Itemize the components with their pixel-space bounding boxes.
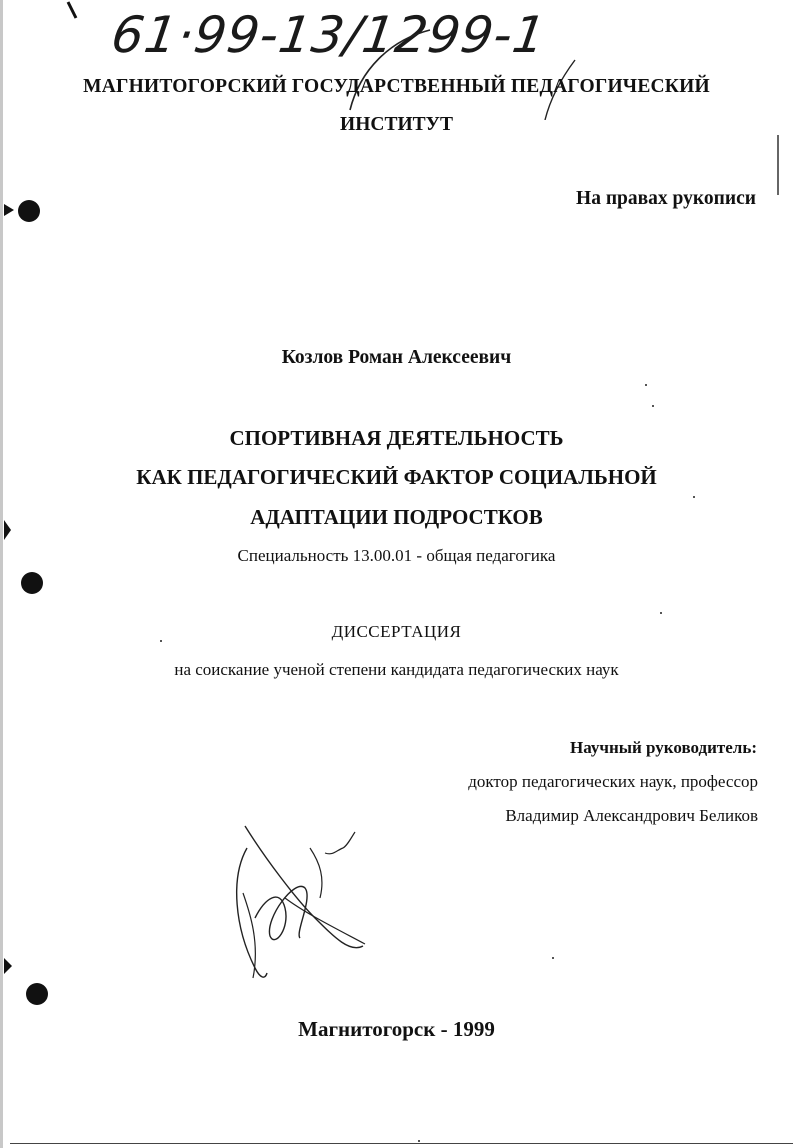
manuscript-rights-note: На правах рукописи bbox=[576, 188, 756, 209]
advisor-name: Владимир Александрович Беликов bbox=[505, 806, 758, 825]
scan-speck bbox=[645, 384, 647, 386]
institution-name-line-1: МАГНИТОГОРСКИЙ ГОСУДАРСТВЕННЫЙ ПЕДАГОГИЧЕСКИЙ bbox=[83, 76, 710, 97]
scan-edge-mark bbox=[777, 135, 779, 195]
scan-speck bbox=[652, 405, 654, 407]
scan-speck bbox=[160, 640, 162, 642]
institution-name-line-2: ИНСТИТУТ bbox=[340, 114, 453, 135]
author-name: Козлов Роман Алексеевич bbox=[281, 347, 512, 368]
advisor-label: Научный руководитель: bbox=[570, 738, 757, 757]
scan-speck bbox=[660, 612, 662, 614]
scan-speck bbox=[418, 1140, 420, 1142]
binder-tick-icon bbox=[4, 958, 12, 974]
dissertation-label: ДИССЕРТАЦИЯ bbox=[331, 622, 462, 641]
dissertation-title-line-2: КАК ПЕДАГОГИЧЕСКИЙ ФАКТОР СОЦИАЛЬНОЙ bbox=[136, 465, 657, 489]
binder-marks bbox=[0, 0, 60, 1148]
handwriting-strokes bbox=[60, 0, 660, 120]
scan-speck bbox=[693, 496, 695, 498]
city-and-year: Магнитогорск - 1999 bbox=[298, 1017, 495, 1041]
binder-hole-icon bbox=[26, 983, 48, 1005]
specialty-line: Специальность 13.00.01 - общая педагогика bbox=[237, 546, 556, 565]
handwritten-archive-code: 61·99-13/1299-1 bbox=[107, 6, 550, 64]
advisor-title: доктор педагогических наук, профессор bbox=[468, 772, 758, 791]
degree-line: на соискание ученой степени кандидата педагогических наук bbox=[174, 660, 619, 679]
dissertation-title-line-1: СПОРТИВНАЯ ДЕЯТЕЛЬНОСТЬ bbox=[229, 426, 564, 450]
scan-speck bbox=[552, 957, 554, 959]
dissertation-title-line-3: АДАПТАЦИИ ПОДРОСТКОВ bbox=[250, 505, 543, 529]
binder-hole-icon bbox=[21, 572, 43, 594]
scan-bottom-line bbox=[10, 1143, 793, 1144]
binder-hole-icon bbox=[4, 200, 40, 222]
handwritten-signature bbox=[225, 818, 375, 983]
